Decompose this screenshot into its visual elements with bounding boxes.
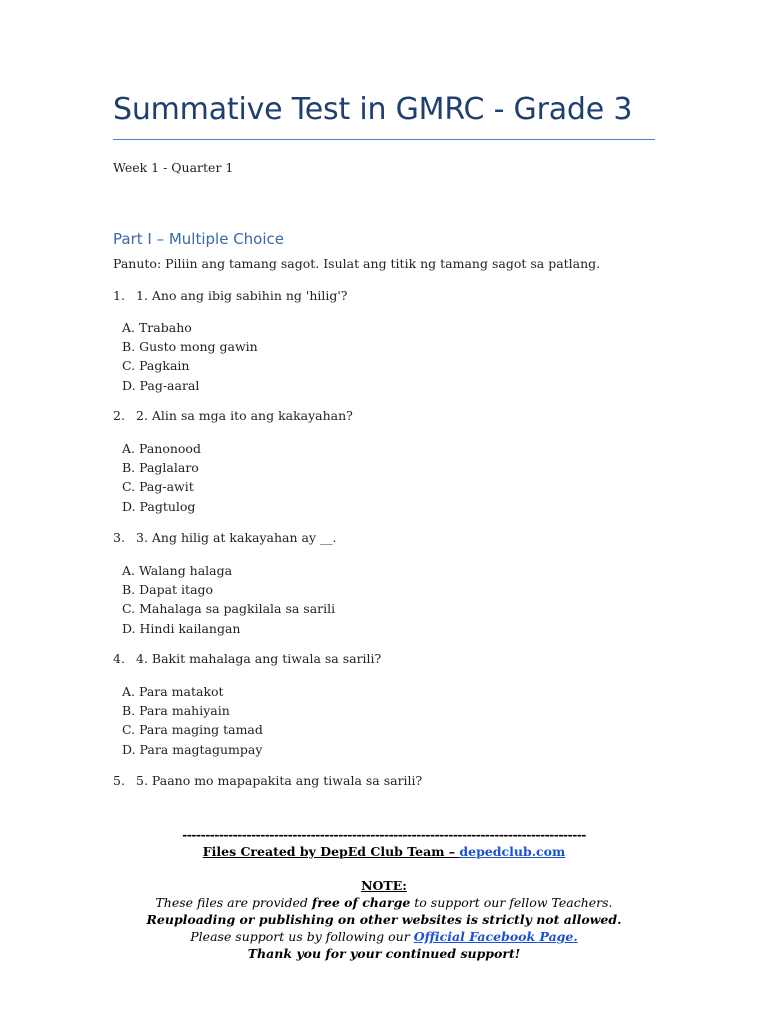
page-title: Summative Test in GMRC - Grade 3 — [113, 92, 633, 127]
choices-4 — [122, 682, 263, 759]
title-underline — [113, 139, 655, 140]
question-text: 4. Bakit mahalaga ang tiwala sa sarili? — [136, 651, 382, 666]
question-number: 5. — [113, 773, 125, 788]
question-1 — [113, 288, 348, 303]
subtitle: Week 1 - Quarter 1 — [113, 160, 234, 175]
choice: C. Mahalaga sa pagkilala sa sarili — [122, 601, 336, 617]
question-text: 5. Paano mo mapapakita ang tiwala sa sarili? — [136, 773, 423, 788]
question-3 — [113, 530, 336, 545]
note-line-3 — [113, 928, 655, 945]
choice: B. Para mahiyain — [122, 703, 230, 719]
note-label: NOTE: — [361, 878, 407, 893]
note-emphasis: free of charge — [311, 895, 411, 910]
footer-divider: ---------------------------------------------------------------------------------------- — [182, 827, 586, 842]
footer-credit — [113, 843, 655, 860]
note-text: These files are provided — [155, 895, 312, 910]
note-text: to support our fellow Teachers. — [410, 895, 613, 910]
choices-3 — [122, 561, 335, 638]
choice: A. Para matakot — [122, 684, 224, 699]
question-text: 1. Ano ang ibig sabihin ng 'hilig'? — [136, 288, 348, 303]
question-2 — [113, 408, 353, 423]
question-number: 2. — [113, 408, 125, 423]
question-4 — [113, 651, 381, 666]
choices-1 — [122, 318, 258, 395]
question-text: 2. Alin sa mga ito ang kakayahan? — [136, 408, 353, 423]
choice: B. Paglalaro — [122, 460, 199, 476]
choice: C. Para maging tamad — [122, 722, 263, 738]
question-5 — [113, 773, 422, 788]
choice: A. Panonood — [122, 441, 201, 456]
choice: A. Trabaho — [122, 320, 192, 335]
depedclub-link[interactable]: depedclub.com — [459, 844, 566, 859]
choice: D. Hindi kailangan — [122, 620, 241, 636]
choice: C. Pag-awit — [122, 479, 194, 495]
note-line-4: Thank you for your continued support! — [247, 946, 521, 961]
choice: A. Walang halaga — [122, 563, 233, 578]
question-number: 4. — [113, 651, 125, 666]
footer-notice — [113, 826, 655, 962]
choice: B. Dapat itago — [122, 582, 214, 598]
question-number: 3. — [113, 530, 125, 545]
instructions: Panuto: Piliin ang tamang sagot. Isulat ang titik ng tamang sagot sa patlang. — [113, 256, 601, 271]
choice: D. Pagtulog — [122, 498, 196, 514]
facebook-page-link[interactable]: Official Facebook Page. — [413, 929, 578, 944]
question-text: 3. Ang hilig at kakayahan ay __. — [136, 530, 337, 545]
choice: D. Para magtagumpay — [122, 741, 263, 757]
choices-2 — [122, 439, 201, 516]
credit-text: Files Created by DepEd Club Team – — [202, 844, 460, 859]
choice: C. Pagkain — [122, 358, 190, 374]
choice: B. Gusto mong gawin — [122, 339, 258, 355]
note-line-2: Reuploading or publishing on other websites is strictly not allowed. — [146, 912, 622, 927]
choice: D. Pag-aaral — [122, 377, 200, 393]
section-heading: Part I – Multiple Choice — [113, 230, 284, 248]
note-text: Please support us by following our — [190, 929, 414, 944]
note-line-1 — [113, 894, 655, 911]
question-number: 1. — [113, 288, 125, 303]
